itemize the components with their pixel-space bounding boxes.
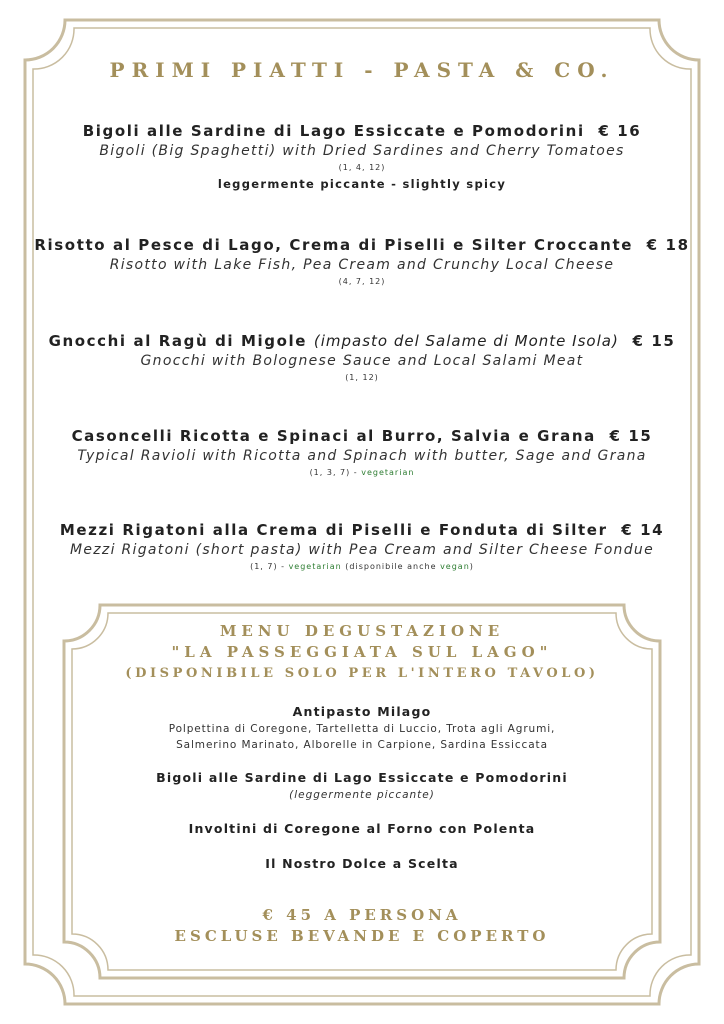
- dish-allergens: (1, 4, 12): [338, 163, 386, 172]
- tasting-menu: [70, 621, 654, 684]
- tasting-availability: (DISPONIBILE SOLO PER L'INTERO TAVOLO): [125, 666, 599, 681]
- course-name: Antipasto Milago: [292, 704, 432, 719]
- dish-name-note: (impasto del Salame di Monte Isola): [313, 332, 619, 350]
- dish-allergens: (1, 3, 7) -: [309, 468, 358, 477]
- dish-allergens: (1, 7) -: [250, 562, 286, 571]
- course-name: Il Nostro Dolce a Scelta: [265, 856, 459, 871]
- course-description-line: Salmerino Marinato, Alborelle in Carpione, Sardina Essiccata: [176, 739, 548, 751]
- vegetarian-label: vegetarian: [288, 562, 342, 571]
- tasting-pricing: [70, 905, 654, 947]
- tasting-course-dolce: [70, 855, 654, 873]
- dish-casoncelli: [20, 426, 704, 480]
- page-title: PRIMI PIATTI - PASTA & CO.: [109, 58, 615, 82]
- dish-description: Typical Ravioli with Ricotta and Spinach with butter, Sage and Grana: [77, 448, 647, 464]
- dish-description: Gnocchi with Bolognese Sauce and Local Salami Meat: [140, 353, 584, 369]
- dish-name: Risotto al Pesce di Lago, Crema di Piselli e Silter Croccante: [34, 236, 634, 254]
- dish-price: € 14: [621, 521, 665, 539]
- dish-name: Casoncelli Ricotta e Spinaci al Burro, Salvia e Grana: [71, 427, 596, 445]
- dish-name: Bigoli alle Sardine di Lago Essiccate e Pomodorini: [82, 122, 585, 140]
- dish-gnocchi: [20, 331, 704, 385]
- tasting-heading: MENU DEGUSTAZIONE: [219, 622, 505, 640]
- vegan-prefix: (disponibile anche: [345, 562, 437, 571]
- dish-rigatoni: [20, 520, 704, 574]
- course-name: Involtini di Coregone al Forno con Polenta: [188, 821, 536, 836]
- tasting-course-bigoli: [70, 769, 654, 803]
- dish-price: € 16: [598, 122, 642, 140]
- dish-allergens: (4, 7, 12): [338, 277, 386, 286]
- course-name: Bigoli alle Sardine di Lago Essiccate e Pomodorini: [156, 770, 568, 785]
- dish-description: Bigoli (Big Spaghetti) with Dried Sardines and Cherry Tomatoes: [99, 143, 625, 159]
- dish-description: Risotto with Lake Fish, Pea Cream and Crunchy Local Cheese: [109, 257, 615, 273]
- dish-allergens: (1, 12): [345, 373, 379, 382]
- dish-risotto: [20, 235, 704, 289]
- vegetarian-label: vegetarian: [361, 468, 415, 477]
- vegan-suffix: ): [469, 562, 474, 571]
- tasting-subtitle: "LA PASSEGGIATA SUL LAGO": [171, 643, 553, 661]
- dish-name: Mezzi Rigatoni alla Crema di Piselli e Fonduta di Silter: [59, 521, 608, 539]
- tasting-exclusions: ESCLUSE BEVANDE E COPERTO: [174, 927, 550, 945]
- dish-price: € 15: [632, 332, 676, 350]
- course-note: (leggermente piccante): [289, 789, 435, 801]
- vegan-label: vegan: [440, 562, 470, 571]
- dish-spicy-note: leggermente piccante - slightly spicy: [217, 177, 507, 191]
- dish-bigoli: [20, 121, 704, 193]
- tasting-price: € 45 A PERSONA: [262, 906, 462, 924]
- dish-price: € 15: [609, 427, 653, 445]
- tasting-course-antipasto: [70, 703, 654, 753]
- dish-description: Mezzi Rigatoni (short pasta) with Pea Cream and Silter Cheese Fondue: [69, 542, 655, 558]
- tasting-course-involtini: [70, 820, 654, 838]
- dish-price: € 18: [646, 236, 690, 254]
- dish-name: Gnocchi al Ragù di Migole: [48, 332, 308, 350]
- course-description-line: Polpettina di Coregone, Tartelletta di Luccio, Trota agli Agrumi,: [168, 723, 556, 735]
